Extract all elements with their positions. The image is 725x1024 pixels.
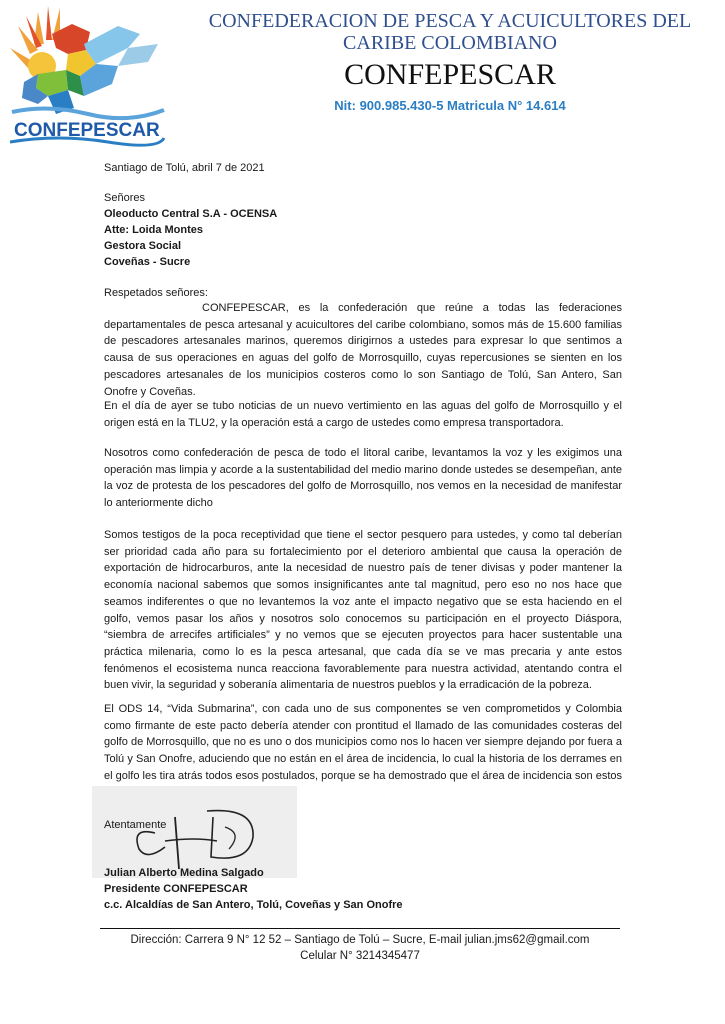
body-paragraph-3: Nosotros como confederación de pesca de todo el litoral caribe, levantamos la voz y les exigimos una operación mas limpia y acorde a la sustentabilidad del medio marino donde ustedes se desempeñan, ante la voz de protesta de los pescadores del golfo de Morrosquillo, nos vemos en la necesidad de manifestar lo anteriormente dicho xyxy=(104,447,622,510)
recipient-attention: Atte: Loida Montes xyxy=(104,224,203,236)
greeting: Respetados señores: xyxy=(104,287,208,299)
letter-date: Santiago de Tolú, abril 7 de 2021 xyxy=(104,162,265,174)
nit-registration: Nit: 900.985.430-5 Matricula N° 14.614 xyxy=(334,98,566,113)
footer-divider xyxy=(100,928,620,929)
recipient-role: Gestora Social xyxy=(104,240,182,252)
salutation-to: Señores xyxy=(104,192,145,204)
footer-address: Dirección: Carrera 9 N° 12 52 – Santiago de Tolú – Sucre, E-mail julian.jms62@gmail.com xyxy=(130,934,590,946)
signer-title: Presidente CONFEPESCAR xyxy=(104,883,248,895)
confepescar-logo xyxy=(8,4,166,148)
org-name-line2: CARIBE COLOMBIANO xyxy=(343,32,557,54)
org-short-name: CONFEPESCAR xyxy=(344,58,556,91)
closing: Atentamente xyxy=(104,819,167,831)
body-paragraph-2: En el día de ayer se tubo noticias de un nuevo vertimiento en las aguas del golfo de Morrosquillo y el origen está en la TLU2, y la operación está a cargo de ustedes como empresa transportadora. xyxy=(104,400,622,429)
body-paragraph-5: El ODS 14, “Vida Submarina”, con cada uno de sus componentes se ven comprometidos y Colombia como firmante de este pacto debería atender con prontitud el llamado de las comunidades costeras del golfo de Morrosquillo, que no es uno o dos municipios como nos lo hacen ver siempre dejando por fuera a Tolú y San Onofre, aduciendo que no están en el área de incidencia, lo cual la historia de los derrames en el golfo les tira atrás todos esos postulados, porque se ha demostrado que el área de incidencia son estos xyxy=(104,703,622,782)
signer-name: Julian Alberto Medina Salgado xyxy=(104,867,264,879)
body-paragraph-4: Somos testigos de la poca receptividad que tiene el sector pesquero para ustedes, y como tal deberían ser prioridad cada año para su fortalecimiento por el deterioro ambiental que causa la operación de exportación de hidrocarburos, ante la necesidad de nuestro país de tener divisas y poder mantener la economía nacional sabemos que somos insignificantes ante tal magnitud, pero eso no nos hace que seamos indiferentes o que no levantemos la voz ante el impacto negativo que se esta haciendo en el golfo, vemos pasar los años y nosotros solo conocemos su participación en el proyecto Diáspora, “siembra de arrecifes artificiales” y no vemos que se ejecuten proyectos para hacer sustentable una práctica milenaria, como lo es la pesca artesanal, que cada día se ve mas precaria y ante estos fenómenos el ecosistema nunca reacciona favorablemente para nuestra actividad, atentando contra el buen vivir, la seguridad y soberanía alimentaria de nuestros pueblos y la erradicación de la pobreza. xyxy=(104,529,622,692)
carbon-copy: c.c. Alcaldías de San Antero, Tolú, Coveñas y San Onofre xyxy=(104,899,403,911)
body-paragraph-1: CONFEPESCAR, es la confederación que reúne a todas las federaciones departamentales de pesca artesanal y acuicultores del caribe colombiano, somos más de 15.600 familias de pescadores artesanales marinos, queremos dirigirnos a ustedes para expresar lo que sentimos a causa de sus operaciones en aguas del golfo de Morrosquillo, cuyas repercusiones se sienten en los pescadores artesanales de los municipios costeros como lo son Santiago de Tolú, San Antero, San Onofre y Coveñas. xyxy=(104,302,622,398)
logo-text: CONFEPESCAR xyxy=(14,120,160,141)
org-name-line1: CONFEDERACION DE PESCA Y ACUICULTORES DEL xyxy=(208,10,692,32)
footer-phone: Celular N° 3214345477 xyxy=(300,950,420,962)
recipient-company: Oleoducto Central S.A - OCENSA xyxy=(104,208,278,220)
recipient-location: Coveñas - Sucre xyxy=(104,256,191,268)
